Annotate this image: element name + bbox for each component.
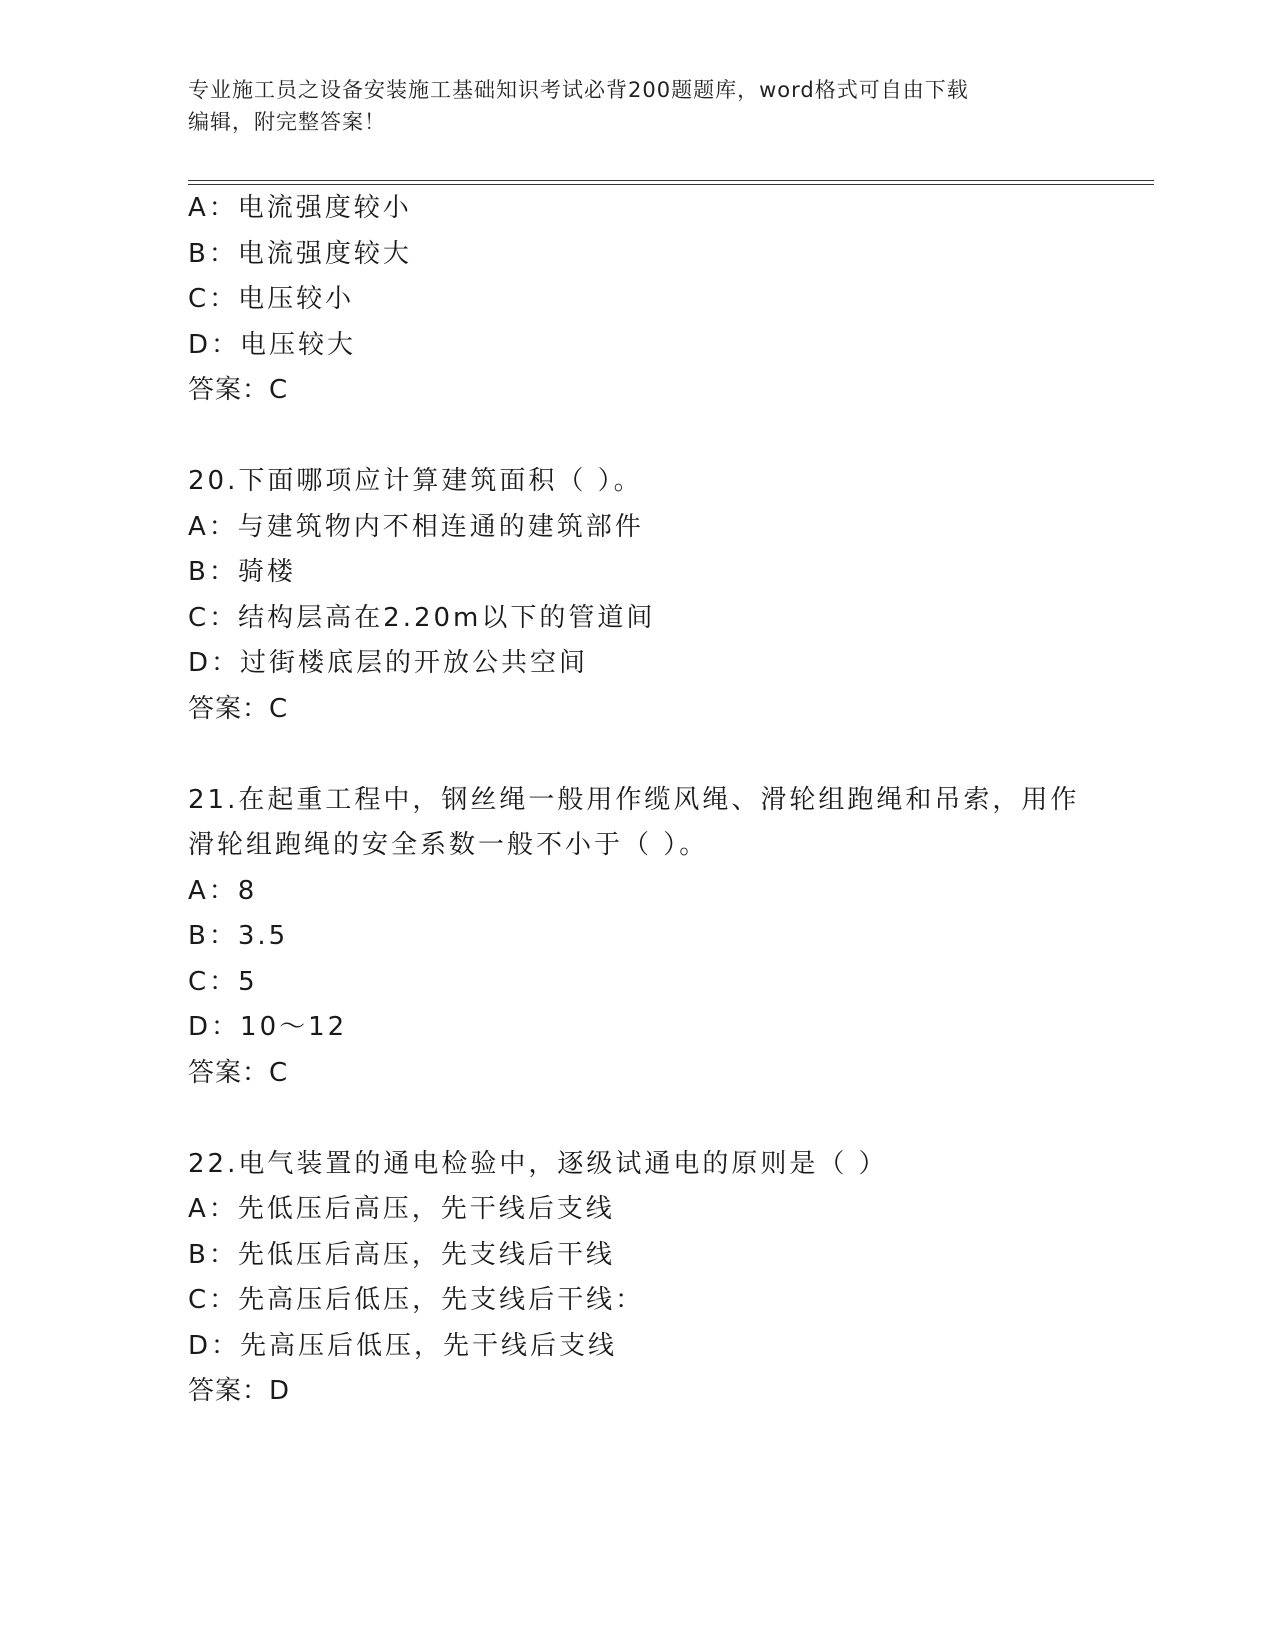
header-rule-bottom: [188, 184, 1154, 185]
option-c: C：5: [188, 966, 258, 997]
spacer: [188, 1096, 1148, 1142]
option-a: A：8: [188, 875, 258, 906]
header-line-2: 编辑，附完整答案！: [188, 110, 386, 134]
option-d: D：过街楼底层的开放公共空间: [188, 648, 589, 678]
header-line-1: 专业施工员之设备安装施工基础知识考试必背200题题库，word格式可自由下载: [188, 78, 969, 102]
question-text-continued: 滑轮组跑绳的安全系数一般不小于（ ）。: [188, 830, 709, 860]
question-content: [188, 186, 1148, 1415]
question-block: [188, 1142, 1148, 1415]
option-a: A：与建筑物内不相连通的建筑部件: [188, 511, 644, 542]
option-a: A：先低压后高压，先干线后支线: [188, 1194, 615, 1224]
option-a: A：电流强度较小: [188, 193, 412, 223]
option-c: C：结构层高在2.20m以下的管道间: [188, 602, 656, 633]
document-header: [188, 74, 1088, 138]
option-d: D：电压较大: [188, 329, 357, 360]
option-b: B：电流强度较大: [188, 238, 412, 269]
answer-line: 答案：D: [188, 1376, 291, 1406]
question-text: 20.下面哪项应计算建筑面积（ ）。: [188, 466, 643, 496]
answer-line: 答案：C: [188, 693, 289, 724]
answer-line: 答案：C: [188, 1057, 289, 1088]
option-b: B：先低压后高压，先支线后干线: [188, 1239, 615, 1270]
option-b: B：3.5: [188, 921, 289, 951]
question-block: [188, 778, 1148, 1097]
option-c: C：先高压后低压，先支线后干线：: [188, 1285, 645, 1315]
option-b: B：骑楼: [188, 557, 296, 587]
spacer: [188, 414, 1148, 460]
question-text: 21.在起重工程中，钢丝绳一般用作缆风绳、滑轮组跑绳和吊索，用作: [188, 784, 1080, 815]
header-rule-top: [188, 180, 1154, 181]
option-c: C：电压较小: [188, 284, 355, 314]
question-block: [188, 459, 1148, 732]
question-block: [188, 186, 1148, 414]
option-d: D：10～12: [188, 1012, 348, 1042]
question-text: 22.电气装置的通电检验中，逐级试通电的原则是（ ）: [188, 1148, 888, 1179]
spacer: [188, 732, 1148, 778]
option-d: D：先高压后低压，先干线后支线: [188, 1330, 618, 1361]
answer-line: 答案：C: [188, 375, 289, 405]
